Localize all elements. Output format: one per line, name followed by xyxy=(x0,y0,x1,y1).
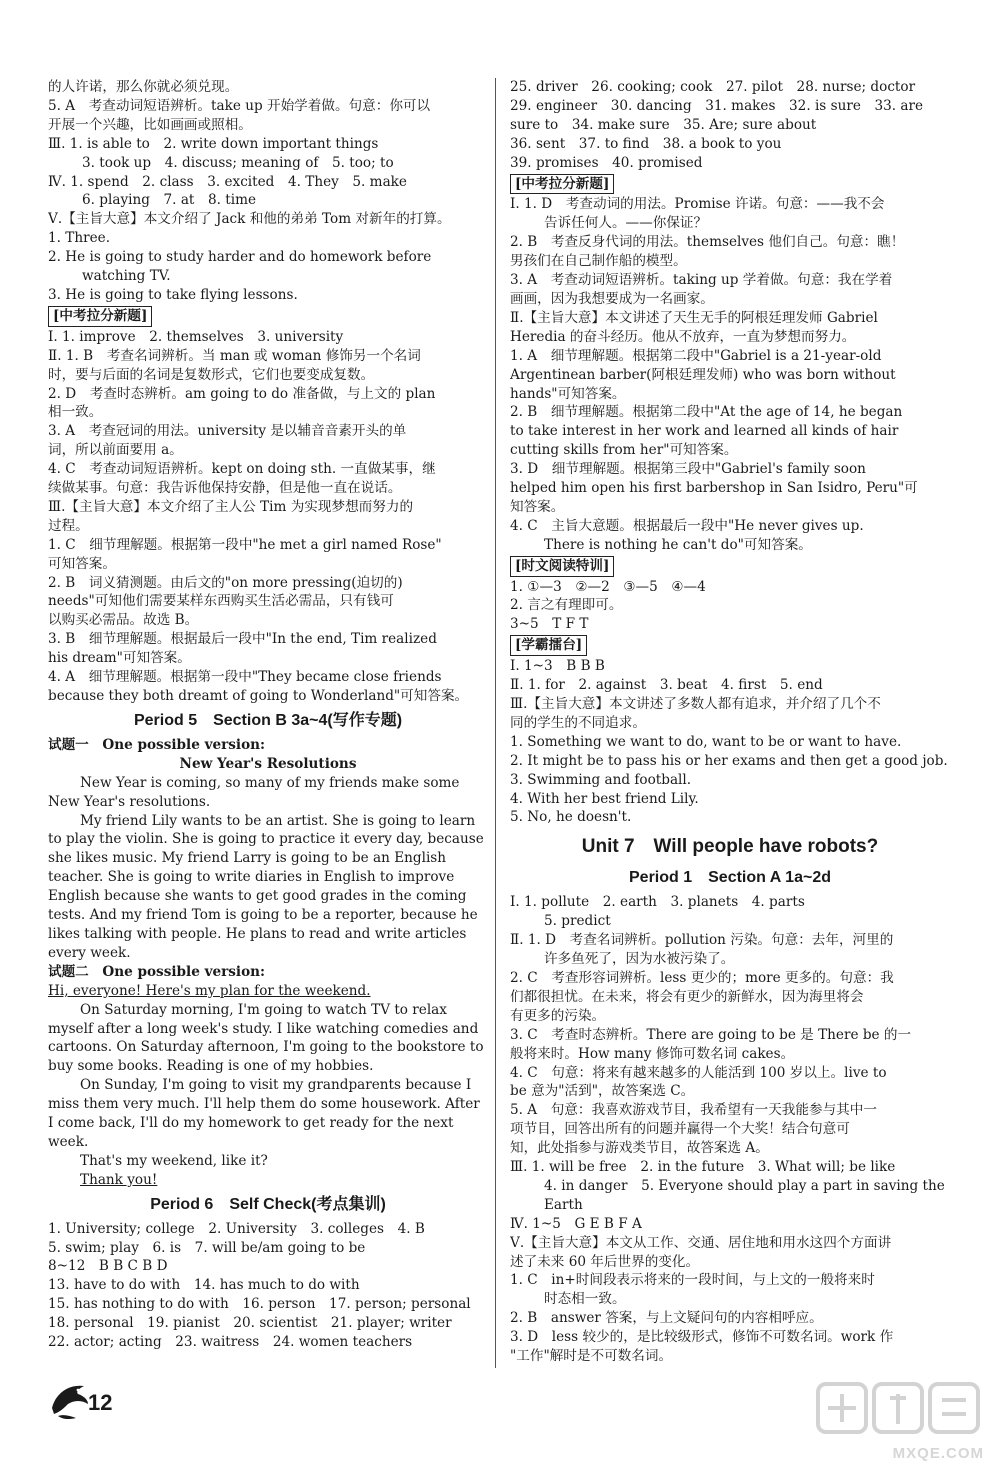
paragraph-line: On Sunday, I'm going to visit my grandparents because I xyxy=(80,1077,472,1094)
text-line: 3. He is going to take flying lessons. xyxy=(48,286,298,303)
text-line: 29. engineer 30. dancing 31. makes 32. is sure 33. are xyxy=(510,97,924,114)
text-line: 时，要与后面的名词是复数形式，它们也要变成复数。 xyxy=(48,366,375,383)
text-line-indented: Earth xyxy=(544,1196,583,1213)
text-line: 词，所以前面要用 a。 xyxy=(48,442,183,459)
text-line: she likes music. My friend Larry is going to be an English xyxy=(48,850,447,867)
text-line: 2. He is going to study harder and do homework before xyxy=(48,249,432,266)
text-line: 4. A 细节理解题。根据第一段中"They became close friends xyxy=(48,669,442,686)
column-divider xyxy=(495,78,496,1368)
text-line-indented: 3. took up 4. discuss; meaning of 5. too; to xyxy=(82,154,394,171)
text-line-indented: There is nothing he can't do"可知答案。 xyxy=(544,536,812,553)
section-tag: [中考拉分新题] xyxy=(510,174,614,195)
text-line: 同的学生的不同追求。 xyxy=(510,714,646,731)
text-line: 的人许诺，那么你就必须兑现。 xyxy=(48,79,239,95)
text-line: 2. It might be to pass his or her exams and then get a good job. xyxy=(510,752,948,769)
text-line: 男孩们在自己制作船的模型。 xyxy=(510,253,687,270)
text-line: helped him open his first barbershop in San Isidro, Peru"可 xyxy=(510,480,918,497)
text-line: 8~12 B B C B D xyxy=(48,1258,168,1275)
text-line: 3. A 考查动词短语辨析。taking up 学着做。句意：我在学着 xyxy=(510,272,893,289)
text-line: 2. D 考查时态辨析。am going to do 准备做，与上文的 plan xyxy=(48,385,436,402)
answer-stamp-watermark-icon xyxy=(814,1380,984,1462)
page-footer xyxy=(48,1378,112,1422)
section-tag: [学霸擂台] xyxy=(510,635,587,656)
text-line: 4. With her best friend Lily. xyxy=(510,790,699,807)
period-title: Period 1 Section A 1a~2d xyxy=(629,869,831,887)
text-line: Ⅱ. 1. B 考查名词辨析。当 man 或 woman 修饰另一个名词 xyxy=(48,347,421,364)
text-line: 3. A 考查冠词的用法。university 是以辅音音素开头的单 xyxy=(48,423,407,440)
text-line: 3. D 细节理解题。根据第三段中"Gabriel's family soon xyxy=(510,461,866,478)
text-line: 续做某事。句意：我告诉他保持安静，但是他一直在说话。 xyxy=(48,480,402,497)
text-line: 般将来时。How many 修饰可数名词 cakes。 xyxy=(510,1045,795,1062)
left-column xyxy=(48,78,488,1352)
text-line: English because she wants to get good grades in the coming xyxy=(48,888,467,905)
text-line: 项节目，回答出所有的问题并赢得一个大奖！结合句意可 xyxy=(510,1121,850,1138)
text-line-indented: 6. playing 7. at 8. time xyxy=(82,192,257,209)
text-line: 18. personal 19. pianist 20. scientist 21. player; writer xyxy=(48,1315,452,1332)
text-line: 4. C 考查动词短语辨析。kept on doing sth. 一直做某事，继 xyxy=(48,461,436,478)
text-line: 1. Three. xyxy=(48,230,111,247)
text-line: 22. actor; acting 23. waitress 24. women teachers xyxy=(48,1334,413,1351)
text-line: "工作"解时是不可数名词。 xyxy=(510,1348,673,1365)
text-line: I come back, I'll do my homework to get ready for the next xyxy=(48,1115,454,1132)
paragraph-line: My friend Lily wants to be an artist. She is going to learn xyxy=(80,812,476,829)
text-line: 1. A 细节理解题。根据第二段中"Gabriel is a 21-year-old xyxy=(510,347,882,364)
essay-title: New Year's Resolutions xyxy=(179,755,357,772)
text-line: 1. ①—3 ②—2 ③—5 ④—4 xyxy=(510,578,706,595)
text-line: 4. C 句意：将来有越来越多的人能活到 100 岁以上。live to xyxy=(510,1064,887,1081)
text-line: 有更多的污染。 xyxy=(510,1007,606,1024)
text-line: 1. C in+时间段表示将来的一段时间，与上文的一般将来时 xyxy=(510,1272,875,1289)
paragraph-line: Thank you! xyxy=(80,1171,158,1188)
period-title: Period 5 Section B 3a~4(写作专题) xyxy=(133,711,403,729)
period-title: Period 6 Self Check(考点集训) xyxy=(150,1195,386,1213)
section-tag-row xyxy=(48,305,488,328)
section-tag-row xyxy=(510,634,950,657)
text-line: cutting skills from her"可知答案。 xyxy=(510,442,738,459)
text-line: Ⅴ.【主旨大意】本文从工作、交通、居住地和用水这四个方面讲 xyxy=(510,1234,892,1251)
text-line: Ⅲ. 1. will be free 2. in the future 3. What will; be like xyxy=(510,1159,896,1176)
text-line: buy some books. Reading is one of my hobbies. xyxy=(48,1058,374,1075)
paragraph-line: On Saturday morning, I'm going to watch TV to relax xyxy=(80,1001,447,1018)
text-line: Ⅱ. 1. D 考查名词辨析。pollution 污染。句意：去年，河里的 xyxy=(510,932,894,949)
text-line: 39. promises 40. promised xyxy=(510,154,703,171)
section-tag: [中考拉分新题] xyxy=(48,306,152,327)
text-line: likes talking with people. He plans to read and write articles xyxy=(48,925,467,942)
text-line: be 意为"活到"，故答案选 C。 xyxy=(510,1083,695,1100)
text-line: 2. 言之有理即可。 xyxy=(510,597,623,614)
text-line: Ⅲ.【主旨大意】本文介绍了主人公 Tim 为实现梦想而努力的 xyxy=(48,498,414,515)
text-line: Ⅰ. 1. D 考查动词的用法。Promise 许诺。句意：——我不会 xyxy=(510,196,885,213)
text-line: 3~5 T F T xyxy=(510,616,589,633)
text-line: 3. B 细节理解题。根据最后一段中"In the end, Tim realized xyxy=(48,631,437,648)
text-line: 3. Swimming and football. xyxy=(510,771,692,788)
text-line: 述了未来 60 年后世界的变化。 xyxy=(510,1253,700,1270)
text-line: cartoons. On Saturday afternoon, I'm going to the bookstore to xyxy=(48,1039,484,1056)
text-line: 2. B 细节理解题。根据第二段中"At the age of 14, he began xyxy=(510,404,903,421)
text-line: miss them very much. I'll help them do some housework. After xyxy=(48,1096,480,1113)
text-line: 开展一个兴趣，比如画画或照相。 xyxy=(48,116,252,133)
text-line: New Year's resolutions. xyxy=(48,793,211,810)
watermark-text: MXQE.COM xyxy=(892,1445,984,1462)
text-line: Ⅱ.【主旨大意】本文讲述了天生无手的阿根廷理发师 Gabriel xyxy=(510,309,878,326)
text-line: 5. No, he doesn't. xyxy=(510,809,632,826)
text-line: Ⅳ. 1~5 G E B F A xyxy=(510,1215,642,1232)
text-line: 5. A 考查动词短语辨析。take up 开始学着做。句意：你可以 xyxy=(48,97,431,114)
text-line: 2. B 词义猜测题。由后文的"on more pressing(迫切的) xyxy=(48,574,403,591)
text-line: Ⅰ. 1~3 B B B xyxy=(510,658,605,675)
text-line: 13. have to do with 14. has much to do with xyxy=(48,1277,360,1294)
text-line: 画画，因为我想要成为一名画家。 xyxy=(510,290,714,307)
text-line-indented: 5. predict xyxy=(544,913,611,930)
text-line: 2. B answer 答案，与上文疑问句的内容相呼应。 xyxy=(510,1310,823,1327)
text-line: 知答案。 xyxy=(510,498,565,515)
page-number: 12 xyxy=(88,1390,113,1415)
text-line: 1. University; college 2. University 3. colleges 4. B xyxy=(48,1220,425,1237)
text-line: 5. swim; play 6. is 7. will be/am going to be xyxy=(48,1239,366,1256)
text-line: teacher. She is going to write diaries in English to improve xyxy=(48,869,455,886)
text-line: to play the violin. She is going to practice it every day, because xyxy=(48,831,484,848)
text-line: Ⅴ.【主旨大意】本文介绍了 Jack 和他的弟弟 Tom 对新年的打算。 xyxy=(48,211,451,228)
text-line: 15. has nothing to do with 16. person 17. person; personal xyxy=(48,1296,471,1313)
text-line: Ⅳ. 1. spend 2. class 3. excited 4. They 5. make xyxy=(48,173,407,190)
text-line-indented: 告诉任何人。——你保证？ xyxy=(544,215,708,232)
text-line: tests. And my friend Tom is going to be a reporter, because he xyxy=(48,907,478,924)
text-line: 过程。 xyxy=(48,517,89,534)
text-line: 25. driver 26. cooking; cook 27. pilot 28. nurse; doctor xyxy=(510,79,916,95)
text-line: 4. C 主旨大意题。根据最后一段中"He never gives up. xyxy=(510,517,864,534)
text-line: 知，此处指参与游戏类节目，故答案选 A。 xyxy=(510,1140,769,1157)
section-tag-row xyxy=(510,555,950,578)
text-line: week. xyxy=(48,1133,89,1150)
paragraph-line: That's my weekend, like it? xyxy=(80,1152,268,1169)
text-line: Ⅰ. 1. improve 2. themselves 3. university xyxy=(48,328,344,345)
text-line: 36. sent 37. to find 38. a book to you xyxy=(510,135,782,152)
text-line: 2. C 考查形容词辨析。less 更少的；more 更多的。句意：我 xyxy=(510,969,894,986)
text-line: hands"可知答案。 xyxy=(510,385,626,402)
essay-opening-line: Hi, everyone! Here's my plan for the weekend. xyxy=(48,982,371,999)
text-line: Ⅱ. 1. for 2. against 3. beat 4. first 5. end xyxy=(510,677,823,694)
text-line: needs"可知他们需要某样东西购买生活必需品，只有钱可 xyxy=(48,593,394,610)
text-line: 5. A 句意：我喜欢游戏节目，我希望有一天我能参与其中一 xyxy=(510,1102,877,1119)
question-heading: 试题一 One possible version: xyxy=(48,736,266,753)
right-column xyxy=(510,78,950,1366)
text-line-indented: 4. in danger 5. Everyone should play a part in saving the xyxy=(544,1177,945,1194)
unit-title: Unit 7 Will people have robots? xyxy=(581,836,879,858)
text-line: Argentinean barber(阿根廷理发师) who was born without xyxy=(510,366,896,383)
text-line: 3. D less 较少的，是比较级形式，修饰不可数名词。work 作 xyxy=(510,1329,894,1346)
text-line: because they both dreamt of going to Wonderland"可知答案。 xyxy=(48,688,469,704)
text-line-indented: watching TV. xyxy=(82,268,171,285)
section-tag: [时文阅读特训] xyxy=(510,556,614,577)
text-line: 以购买必需品。故选 B。 xyxy=(48,612,199,629)
text-line: sure to 34. make sure 35. Are; sure about xyxy=(510,116,817,133)
text-line: 可知答案。 xyxy=(48,555,116,572)
text-line: Ⅰ. 1. pollute 2. earth 3. planets 4. parts xyxy=(510,894,805,911)
section-tag-row xyxy=(510,173,950,196)
text-line-indented: 时态相一致。 xyxy=(544,1291,626,1308)
dolphin-logo-icon xyxy=(48,1378,92,1422)
paragraph-line: New Year is coming, so many of my friends make some xyxy=(80,774,460,791)
text-line: his dream"可知答案。 xyxy=(48,650,191,667)
text-line: Heredia 的奋斗经历。他从不放弃，一直为梦想而努力。 xyxy=(510,328,856,345)
text-line: 1. C 细节理解题。根据第一段中"he met a girl named Rose" xyxy=(48,536,442,553)
text-line-indented: 许多鱼死了，因为水被污染了。 xyxy=(544,951,735,968)
text-line: Ⅲ.【主旨大意】本文讲述了多数人都有追求，并介绍了几个不 xyxy=(510,696,881,712)
text-line: to take interest in her work and learned all kinds of hair xyxy=(510,423,899,440)
question-heading: 试题二 One possible version: xyxy=(48,963,266,980)
text-line: 2. B 考查反身代词的用法。themselves 他们自己。句意：瞧！ xyxy=(510,234,905,251)
text-line: 1. Something we want to do, want to be or want to have. xyxy=(510,733,902,750)
text-line: 们都很担忧。在未来，将会有更少的新鲜水，因为海里将会 xyxy=(510,988,864,1005)
text-line: Ⅲ. 1. is able to 2. write down important things xyxy=(48,135,379,152)
text-line: 相一致。 xyxy=(48,404,103,421)
text-line: 3. C 考查时态辨析。There are going to be 是 There be 的一 xyxy=(510,1026,912,1043)
text-line: myself after a long week's study. I like watching comedies and xyxy=(48,1020,479,1037)
text-line: every week. xyxy=(48,944,131,961)
